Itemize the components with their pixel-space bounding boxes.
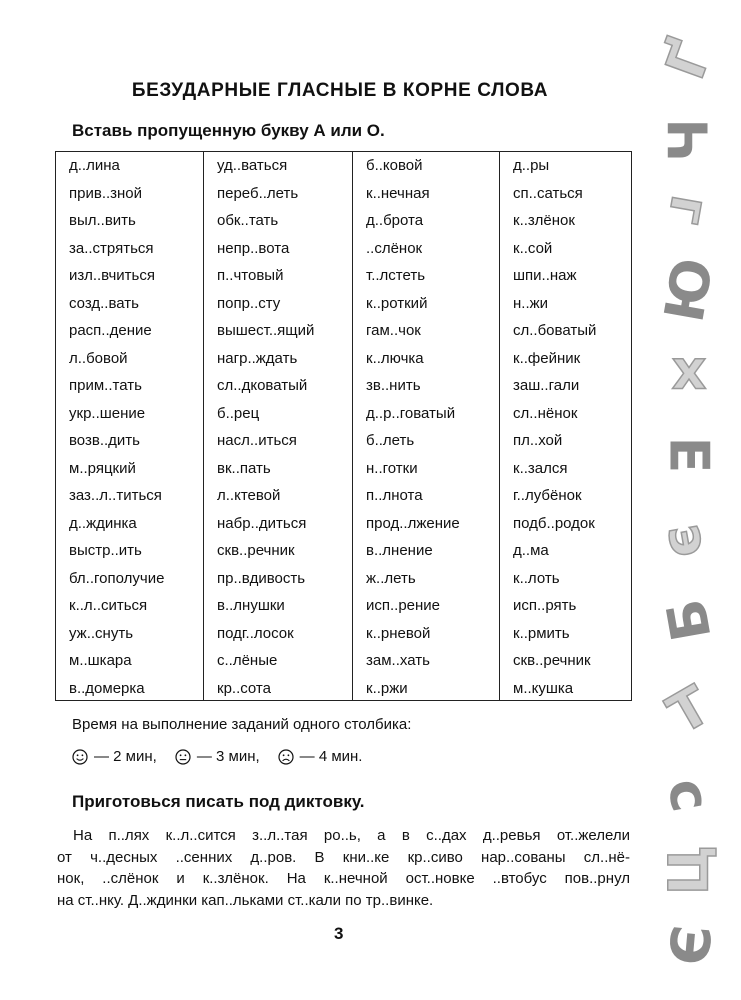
word-cell: выл..вить xyxy=(69,212,136,229)
word-cell: к..ржи xyxy=(366,679,408,697)
word-cell: набр..диться xyxy=(217,514,307,532)
word-cell: прод..лжение xyxy=(366,514,460,532)
word-cell: б..леть xyxy=(366,432,415,449)
word-column-2 xyxy=(204,152,353,700)
word-cell: к..лоть xyxy=(513,569,560,587)
word-cell: к..рмить xyxy=(513,624,570,642)
word-cell: б..рец xyxy=(217,404,260,422)
word-cell: д..ждинка xyxy=(69,514,137,532)
smile-face-icon xyxy=(72,749,88,765)
dictation-line-1: На п..лях к..л..сится з..л..тая ро..ь, а в с..дах д..ревья от..желели xyxy=(73,827,630,844)
word-cell: д..ры xyxy=(513,157,550,174)
word-cell: к..зался xyxy=(513,459,568,477)
decor-letter: Б xyxy=(654,594,724,646)
word-cell: гам..чок xyxy=(366,322,421,339)
word-cell: м..шкара xyxy=(69,652,132,669)
word-cell: скв..речник xyxy=(513,652,591,669)
word-cell: прим..тать xyxy=(69,377,142,394)
word-cell: пл..хой xyxy=(513,432,563,449)
decorative-letter-strip xyxy=(645,0,741,1000)
word-cell: скв..речник xyxy=(217,542,295,559)
dictation-line-2: от ч..десных ..сенних д..ров. В кни..ке кр..сиво нар..сованы сл..нё- xyxy=(57,848,630,866)
task-heading: Вставь пропущенную букву А или О. xyxy=(72,121,385,140)
word-cell: ..слёнок xyxy=(366,239,423,257)
decor-letter: Э xyxy=(655,922,723,968)
word-cell: д..ма xyxy=(513,542,549,559)
word-column-4 xyxy=(500,152,631,700)
dictation-heading: Приготовься писать под диктовку. xyxy=(72,792,365,811)
dictation-text xyxy=(57,825,630,911)
word-cell: н..жи xyxy=(513,294,549,312)
word-cell: обк..тать xyxy=(217,212,279,229)
timing-label: Время на выполнение заданий одного столбика: xyxy=(72,716,412,733)
word-cell: к..роткий xyxy=(366,294,428,312)
sad-face-icon xyxy=(278,749,294,765)
word-cell: к..сой xyxy=(513,239,553,257)
decor-letter: Е xyxy=(657,436,721,474)
timing-item-1: — 2 мин, xyxy=(94,748,157,765)
word-cell: сл..боватый xyxy=(513,322,597,339)
decor-letter: э xyxy=(655,518,723,562)
word-cell: б..ковой xyxy=(366,157,423,174)
word-cell: п..лнота xyxy=(366,487,423,504)
word-cell: д..р..говатый xyxy=(366,404,456,422)
page-number: 3 xyxy=(334,924,344,943)
word-cell: н..готки xyxy=(366,459,418,477)
word-cell: сп..саться xyxy=(513,184,583,202)
word-cell: к..злёнок xyxy=(513,212,575,229)
word-cell: с..лёные xyxy=(217,652,278,669)
word-cell: д..лина xyxy=(69,157,120,174)
dictation-line-4: на ст..нку. Д..ждинки кап..льками ст..кали по тр..винке. xyxy=(57,891,434,909)
word-cell: укр..шение xyxy=(69,404,146,422)
word-cell: нагр..ждать xyxy=(217,349,298,367)
decor-letter: Ч xyxy=(657,118,721,162)
word-cell: в..лнушки xyxy=(217,597,285,614)
decor-letter: Ц xyxy=(657,844,721,896)
word-cell: т..лстеть xyxy=(366,267,426,284)
word-cell: в..лнение xyxy=(366,542,433,559)
decor-letter: Ґ xyxy=(653,33,725,87)
word-cell: созд..вать xyxy=(69,294,139,312)
word-cell: ж..леть xyxy=(366,569,416,587)
word-cell: к..рневой xyxy=(366,624,431,642)
word-cell: прив..зной xyxy=(69,184,143,202)
word-cell: к..л..ситься xyxy=(69,597,148,614)
decor-letter: Т xyxy=(657,673,721,747)
word-cell: г..лубёнок xyxy=(513,487,582,504)
word-cell: п..чтовый xyxy=(217,267,284,284)
word-cell: к..фейник xyxy=(513,349,581,367)
decor-letter: х xyxy=(671,338,707,402)
word-cell: подг..лосок xyxy=(217,624,294,642)
word-cell: заз..л..титься xyxy=(69,487,162,504)
word-cell: шпи..наж xyxy=(513,267,577,284)
decor-letter: г xyxy=(655,190,723,230)
word-cell: зв..нить xyxy=(366,377,421,394)
word-cell: уд..ваться xyxy=(217,157,288,174)
word-cell: зам..хать xyxy=(366,652,430,669)
decor-letter: Ю xyxy=(652,253,726,327)
word-cell: д..брота xyxy=(366,212,424,229)
word-cell: уж..снуть xyxy=(69,624,134,642)
word-cell: вышест..ящий xyxy=(217,322,315,339)
word-column-3 xyxy=(353,152,500,700)
word-column-1 xyxy=(56,152,204,700)
word-cell: выстр..ить xyxy=(69,542,142,559)
decor-letter: с xyxy=(655,773,723,817)
timing-item-2: — 3 мин, xyxy=(196,748,260,765)
word-cell: к..лючка xyxy=(366,349,424,367)
word-cell: переб..леть xyxy=(217,184,299,202)
word-cell: бл..гополучие xyxy=(69,569,165,587)
timing-row xyxy=(72,748,380,765)
word-cell: вк..пать xyxy=(217,459,271,477)
word-cell: за..стряться xyxy=(69,239,154,257)
word-cell: исп..рять xyxy=(513,597,577,614)
page-title: БЕЗУДАРНЫЕ ГЛАСНЫЕ В КОРНЕ СЛОВА xyxy=(131,80,549,101)
word-cell: непр..вота xyxy=(217,239,290,257)
word-table xyxy=(55,151,632,701)
word-cell: подб..родок xyxy=(513,514,595,532)
word-cell: попр..сту xyxy=(217,294,281,312)
word-cell: к..нечная xyxy=(366,184,430,202)
word-cell: возв..дить xyxy=(69,432,140,449)
word-cell: кр..сота xyxy=(217,679,271,697)
word-cell: расп..дение xyxy=(69,322,152,339)
word-cell: изл..вчиться xyxy=(69,267,155,284)
word-cell: сл..дковатый xyxy=(217,377,308,394)
word-cell: насл..иться xyxy=(217,432,297,449)
word-cell: сл..нёнок xyxy=(513,404,578,422)
neutral-face-icon xyxy=(175,749,191,765)
word-cell: пр..вдивость xyxy=(217,569,306,587)
dictation-line-3: нок, ..слёнок и к..злёнок. На к..нечной ост..новке ..втобус пов..рнул xyxy=(57,870,630,887)
word-cell: л..ктевой xyxy=(217,487,281,504)
word-cell: м..кушка xyxy=(513,679,574,697)
word-cell: заш..гали xyxy=(513,377,580,394)
word-cell: в..домерка xyxy=(69,679,145,697)
word-cell: л..бовой xyxy=(69,349,128,367)
word-cell: м..ряцкий xyxy=(69,459,136,477)
word-cell: исп..рение xyxy=(366,597,441,614)
timing-item-3: — 4 мин. xyxy=(299,748,363,765)
